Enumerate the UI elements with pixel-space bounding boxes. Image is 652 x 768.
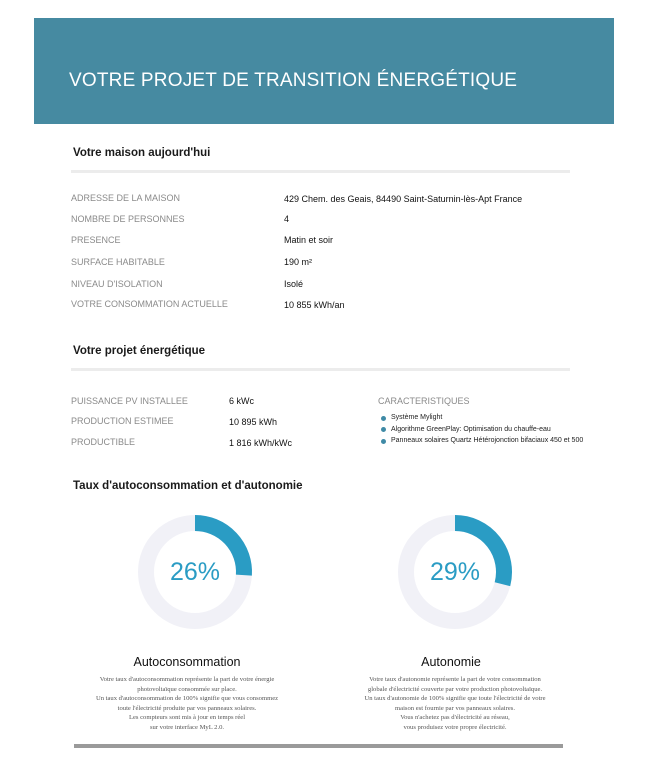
feature-item: Panneaux solaires Quartz Hétérojonction bifaciaux 450 et 500 — [381, 435, 583, 447]
house-value-consumption: 10 855 kWh/an — [284, 300, 345, 310]
house-value-persons: 4 — [284, 214, 290, 224]
description-line: vous produisez votre propre électricité. — [403, 723, 507, 731]
features-title: CARACTERISTIQUES — [378, 396, 470, 406]
bottom-divider — [74, 744, 563, 748]
house-section-title: Votre maison aujourd'hui — [73, 147, 211, 159]
autoconsommation-donut — [136, 513, 254, 631]
project-value-power: 6 kWc — [229, 396, 255, 406]
page-title: VOTRE PROJET DE TRANSITION ÉNERGÉTIQUE — [69, 70, 518, 91]
project-label-production: PRODUCTION ESTIMEE — [71, 416, 174, 426]
autoconsommation-description — [67, 675, 307, 733]
house-label-address: ADRESSE DE LA MAISON — [71, 193, 181, 203]
project-label-productible: PRODUCTIBLE — [71, 437, 136, 447]
house-label-surface: SURFACE HABITABLE — [71, 257, 165, 267]
autoconsommation-title: Autoconsommation — [133, 655, 241, 669]
description-line: Un taux d'autonomie de 100% signifie que toute l'électricité de votre — [364, 695, 546, 703]
project-label-power: PUISSANCE PV INSTALLEE — [71, 396, 188, 406]
house-label-persons: NOMBRE DE PERSONNES — [71, 214, 185, 224]
autonomie-description — [335, 675, 575, 733]
house-value-surface: 190 m² — [284, 257, 313, 267]
feature-item: Système Mylight — [381, 412, 583, 424]
autoconsommation-percent: 26% — [169, 557, 221, 586]
description-line: Votre taux d'autoconsommation représente la part de votre énergie — [99, 676, 275, 683]
house-value-presence: Matin et soir — [284, 235, 334, 245]
house-label-presence: PRESENCE — [71, 235, 121, 245]
project-value-productible: 1 816 kWh/kWc — [229, 438, 293, 448]
autonomie-title: Autonomie — [421, 655, 481, 669]
autonomie-percent: 29% — [429, 557, 481, 586]
description-line: sur votre interface MyL 2.0. — [149, 723, 225, 731]
description-line: Un taux d'autoconsommation de 100% signifie que vous consommez — [95, 695, 279, 703]
features-list — [381, 412, 583, 447]
house-label-consumption: VOTRE CONSOMMATION ACTUELLE — [71, 299, 228, 309]
house-label-insulation: NIVEAU D'ISOLATION — [71, 279, 163, 289]
house-section-divider — [71, 170, 570, 173]
description-line: Vous n'achetez pas d'électricité au réseau, — [400, 714, 510, 722]
description-line: photovoltaïque consommée sur place. — [137, 685, 237, 693]
house-value-insulation: Isolé — [284, 279, 304, 289]
autonomie-donut — [396, 513, 514, 631]
feature-item: Algorithme GreenPlay: Optimisation du chauffe-eau — [381, 424, 583, 436]
header-banner — [34, 18, 614, 124]
description-line: toute l'électricité produite par vos panneaux solaires. — [117, 704, 257, 712]
description-line: Votre taux d'autonomie représente la part de votre consommation — [369, 676, 541, 683]
description-line: Les compteurs sont mis à jour en temps réel — [128, 714, 246, 722]
project-section-divider — [71, 368, 570, 371]
house-value-address: 429 Chem. des Geais, 84490 Saint-Saturnin-lès-Apt France — [284, 194, 523, 204]
project-section-title: Votre projet énergétique — [73, 345, 206, 357]
project-value-production: 10 895 kWh — [229, 417, 278, 427]
description-line: globale d'électricité couverte par votre production photovoltaïque. — [367, 685, 543, 693]
description-line: maison est fournie par vos panneaux solaires. — [395, 704, 515, 712]
rates-section-title: Taux d'autoconsommation et d'autonomie — [73, 480, 303, 492]
